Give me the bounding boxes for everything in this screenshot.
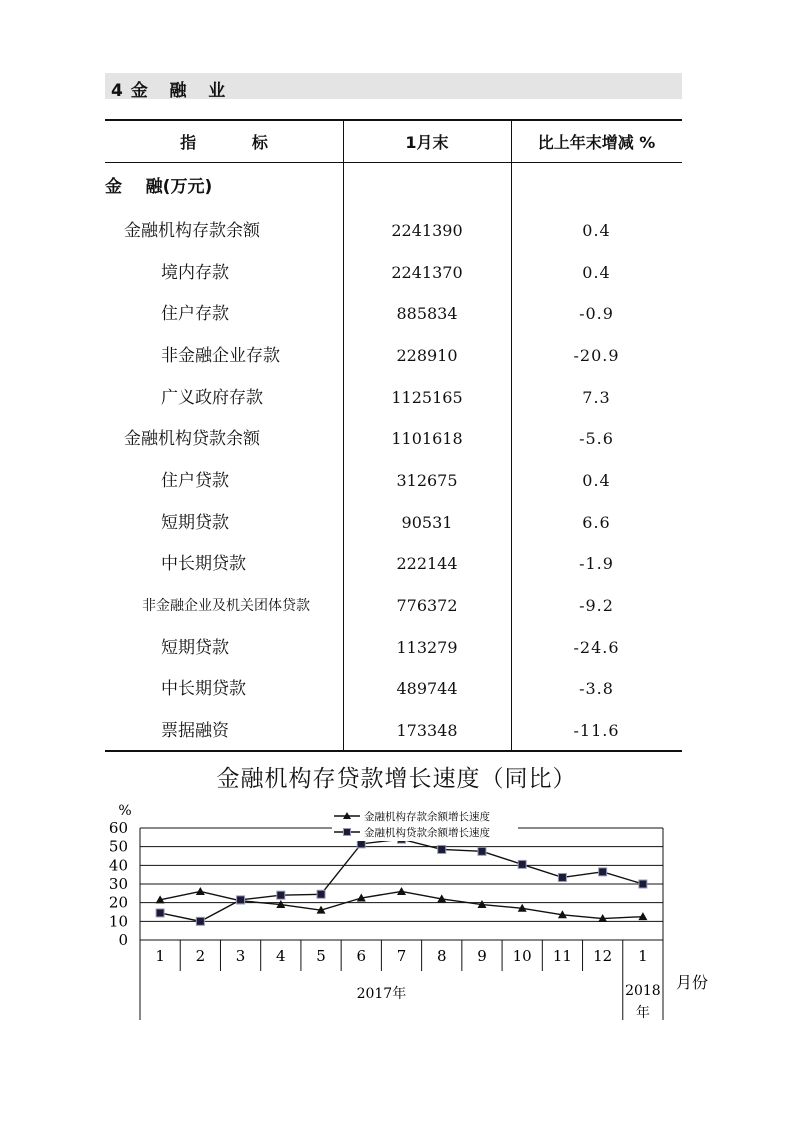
y-axis-unit-label: % bbox=[118, 803, 132, 819]
row-value: 173348 bbox=[396, 721, 458, 740]
data-point-square bbox=[357, 840, 365, 848]
row-value: 2241370 bbox=[391, 263, 463, 282]
growth-line-chart bbox=[0, 795, 793, 1025]
x-tick-label: 5 bbox=[316, 947, 326, 965]
data-point-square bbox=[237, 896, 245, 904]
row-change: 6.6 bbox=[582, 513, 611, 532]
x-tick-label: 2 bbox=[195, 947, 206, 965]
table-row bbox=[105, 380, 682, 416]
row-value: 1125165 bbox=[391, 388, 463, 407]
row-value: 489744 bbox=[396, 679, 458, 698]
row-name: 住户贷款 bbox=[161, 471, 229, 491]
series-line-2 bbox=[160, 839, 643, 921]
header-indicator: 指 标 bbox=[180, 132, 268, 152]
row-change: -3.8 bbox=[579, 679, 614, 698]
table-row-category bbox=[105, 169, 682, 205]
row-value: 776372 bbox=[396, 596, 458, 615]
row-change: 7.3 bbox=[582, 388, 611, 407]
x-tick-label: 9 bbox=[477, 947, 487, 965]
x-tick-label: 6 bbox=[356, 947, 367, 965]
y-tick-label: 30 bbox=[108, 875, 128, 893]
series-line-1 bbox=[160, 891, 643, 918]
data-point-square bbox=[317, 890, 325, 898]
y-tick-label: 0 bbox=[118, 931, 128, 949]
row-change: 0.4 bbox=[582, 263, 611, 282]
data-point-triangle bbox=[397, 887, 406, 895]
row-value: 312675 bbox=[396, 471, 458, 490]
x-tick-label: 1 bbox=[638, 947, 648, 965]
table-row bbox=[105, 588, 682, 624]
table-row bbox=[105, 421, 682, 457]
y-tick-label: 50 bbox=[108, 837, 128, 856]
year-label-2018-suffix: 年 bbox=[635, 1005, 650, 1021]
year-label-2018: 2018 bbox=[625, 983, 661, 999]
x-tick-label: 4 bbox=[276, 947, 286, 965]
legend-label-2: 金融机构贷款余额增长速度 bbox=[364, 827, 490, 839]
row-change: -24.6 bbox=[573, 638, 620, 657]
row-change: -5.6 bbox=[579, 429, 614, 448]
header-change: 比上年末增减 % bbox=[537, 132, 656, 152]
row-change: 0.4 bbox=[582, 221, 611, 240]
x-tick-label: 12 bbox=[593, 947, 613, 965]
category-label: 金 融(万元) bbox=[105, 177, 213, 197]
table-row bbox=[105, 713, 682, 749]
x-tick-label: 10 bbox=[512, 947, 532, 965]
x-axis-label: 月份 bbox=[675, 973, 709, 992]
row-name: 非金融企业存款 bbox=[161, 346, 280, 366]
table-row bbox=[105, 255, 682, 291]
row-name: 中长期贷款 bbox=[161, 554, 246, 574]
x-tick-label: 1 bbox=[155, 947, 165, 965]
row-value: 113279 bbox=[396, 638, 458, 657]
row-change: -20.9 bbox=[573, 346, 620, 365]
row-change: -1.9 bbox=[579, 554, 614, 573]
row-name: 票据融资 bbox=[161, 721, 229, 741]
x-tick-label: 8 bbox=[436, 947, 447, 965]
row-name: 住户存款 bbox=[161, 304, 229, 324]
x-tick-label: 3 bbox=[235, 947, 246, 965]
year-label-2017: 2017年 bbox=[356, 986, 407, 1002]
row-value: 222144 bbox=[396, 554, 458, 573]
legend-marker-square bbox=[344, 829, 351, 836]
y-tick-label: 20 bbox=[108, 893, 128, 912]
row-name: 非金融企业及机关团体贷款 bbox=[142, 598, 310, 614]
row-name: 广义政府存款 bbox=[161, 388, 263, 408]
data-point-square bbox=[438, 845, 446, 853]
section-title: 4 金 融 业 bbox=[111, 81, 227, 101]
table-row bbox=[105, 630, 682, 666]
row-value: 228910 bbox=[396, 346, 458, 365]
row-change: -11.6 bbox=[573, 721, 620, 740]
data-point-square bbox=[196, 917, 204, 925]
data-point-square bbox=[639, 880, 647, 888]
data-point-square bbox=[518, 860, 526, 868]
row-value: 885834 bbox=[396, 304, 458, 323]
row-name: 短期贷款 bbox=[161, 638, 229, 658]
row-name: 境内存款 bbox=[161, 263, 229, 283]
row-name: 中长期贷款 bbox=[161, 679, 246, 699]
row-change: -9.2 bbox=[579, 596, 614, 615]
data-point-square bbox=[277, 891, 285, 899]
chart-title: 金融机构存贷款增长速度（同比） bbox=[216, 766, 577, 792]
table-row bbox=[105, 213, 682, 249]
row-value: 1101618 bbox=[391, 429, 463, 448]
row-value: 2241390 bbox=[391, 221, 463, 240]
finance-table bbox=[105, 119, 682, 752]
data-point-square bbox=[156, 909, 164, 917]
legend-label-1: 金融机构存款余额增长速度 bbox=[364, 811, 490, 823]
table-row bbox=[105, 505, 682, 541]
table-row bbox=[105, 546, 682, 582]
row-name: 金融机构贷款余额 bbox=[124, 429, 260, 449]
data-point-square bbox=[599, 868, 607, 876]
table-row bbox=[105, 671, 682, 707]
data-point-square bbox=[558, 873, 566, 881]
data-point-triangle bbox=[196, 887, 205, 895]
row-name: 金融机构存款余额 bbox=[124, 221, 260, 241]
y-tick-label: 10 bbox=[108, 912, 128, 931]
row-value: 90531 bbox=[401, 513, 453, 532]
table-bottom-rule bbox=[105, 750, 682, 752]
data-point-square bbox=[478, 847, 486, 855]
row-change: -0.9 bbox=[579, 304, 614, 323]
row-name: 短期贷款 bbox=[161, 513, 229, 533]
section-header-bar bbox=[105, 73, 682, 99]
table-row bbox=[105, 296, 682, 332]
table-row bbox=[105, 338, 682, 374]
y-tick-label: 40 bbox=[108, 856, 128, 875]
y-tick-label: 60 bbox=[108, 819, 128, 837]
table-row bbox=[105, 463, 682, 499]
header-jan-end: 1月末 bbox=[405, 132, 449, 152]
x-tick-label: 11 bbox=[552, 947, 572, 965]
row-change: 0.4 bbox=[582, 471, 611, 490]
x-tick-label: 7 bbox=[396, 947, 407, 965]
